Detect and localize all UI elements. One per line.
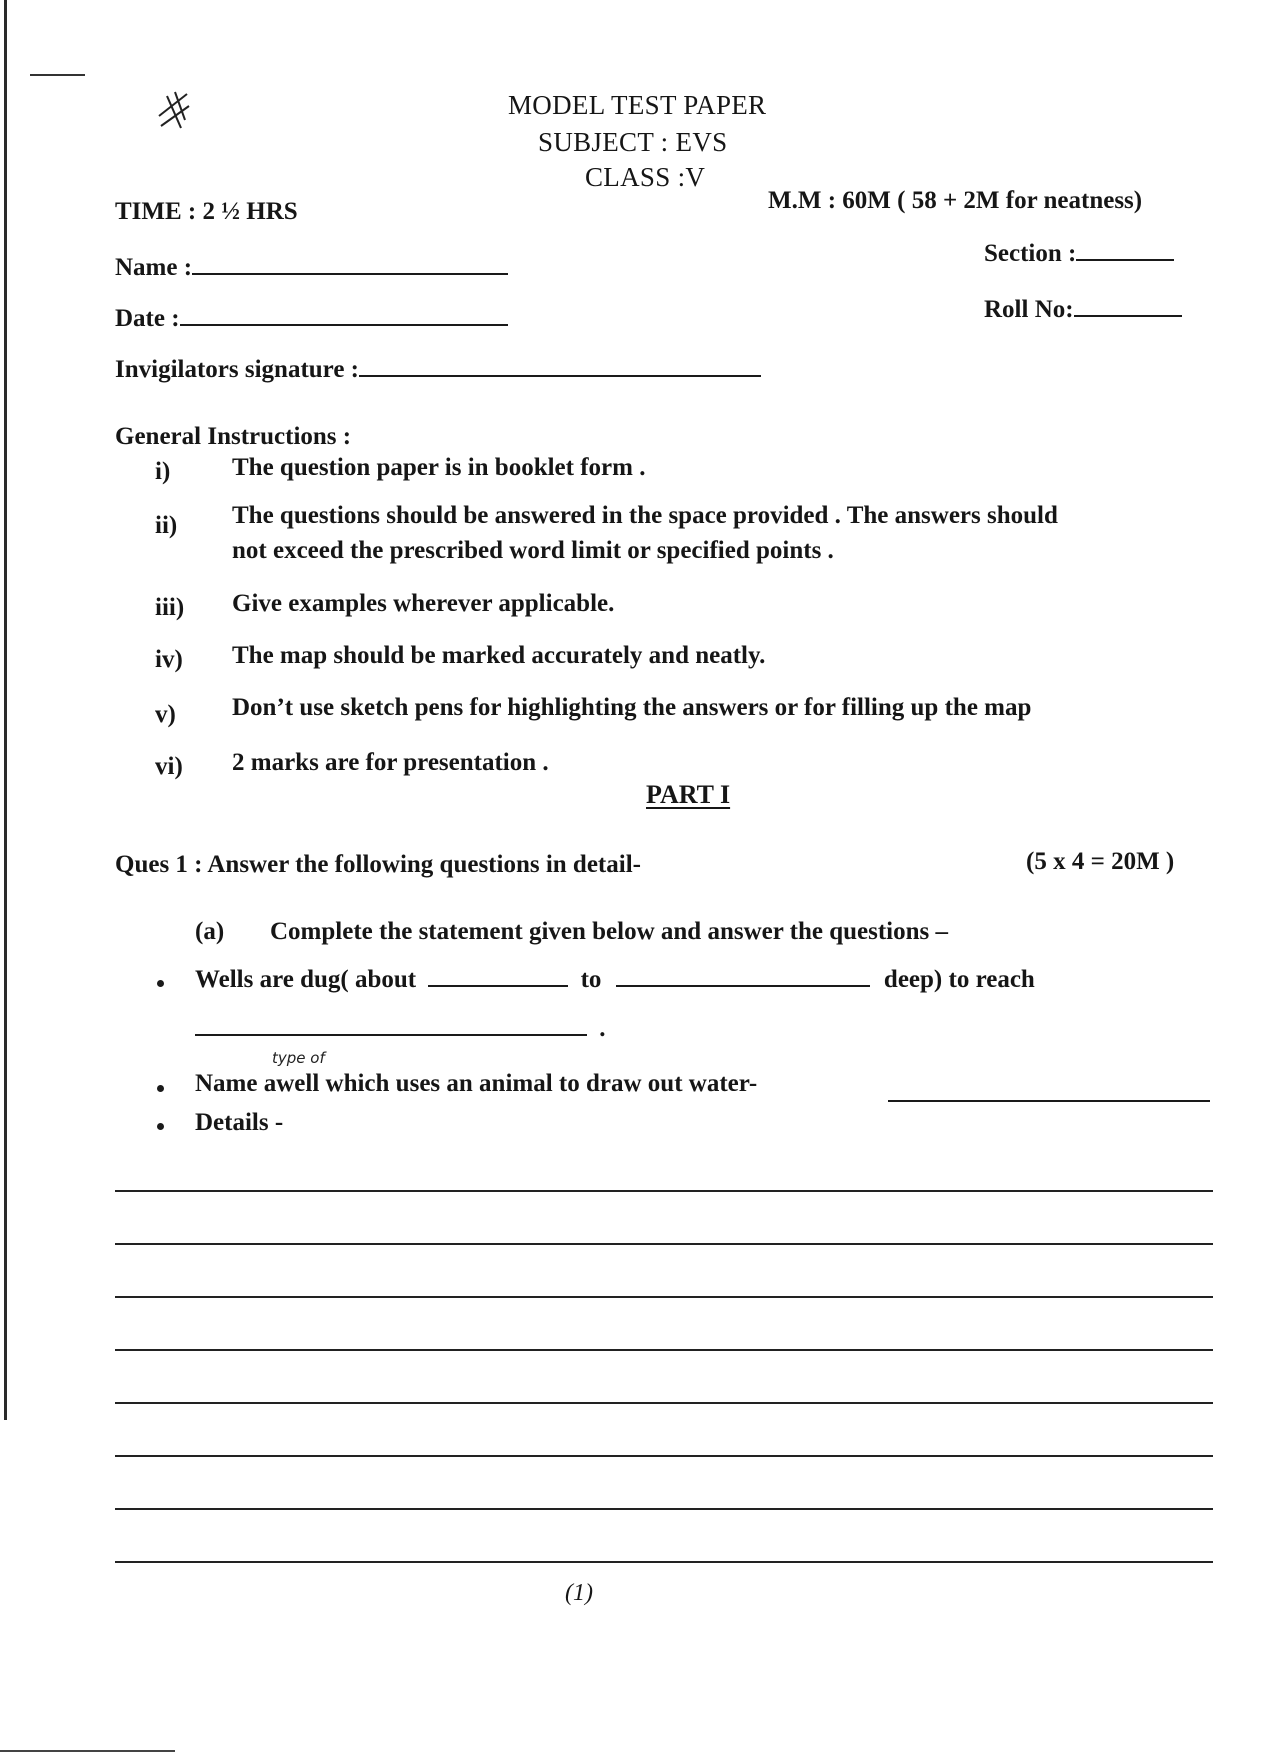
answer-line[interactable] [115,1349,1213,1351]
animal-well-blank[interactable] [888,1100,1210,1102]
roll-label: Roll No: [984,296,1074,323]
section-blank[interactable] [1076,258,1174,261]
instruction-number: iii) [155,594,185,621]
invigilator-blank[interactable] [359,374,761,377]
instruction-text: Don’t use sketch pens for highlighting the answers or for filling up the map [232,694,1032,721]
wells-end: . [599,1015,606,1042]
sub-question-a-text: Complete the statement given below and answer the questions – [270,918,948,945]
wells-text-3: deep) to reach [883,966,1035,993]
instruction-number: ii) [155,512,178,539]
instruction-number: iv) [155,646,183,673]
roll-blank[interactable] [1074,314,1182,317]
instruction-text: not exceed the prescribed word limit or specified points . [232,537,834,564]
invigilator-label: Invigilators signature : [115,356,359,383]
max-marks: M.M : 60M ( 58 + 2M for neatness) [768,187,1143,214]
page-number: (1) [565,1580,593,1606]
roll-field[interactable] [984,296,1182,324]
animal-well-text-1: Name a [195,1070,277,1097]
date-label: Date : [115,305,180,332]
name-blank[interactable] [192,272,508,275]
answer-line[interactable] [115,1455,1213,1457]
answer-line[interactable] [115,1561,1213,1563]
instruction-text: Give examples wherever applicable. [232,590,615,617]
answer-line[interactable] [115,1296,1213,1298]
paper-subject: SUBJECT : EVS [538,127,728,157]
date-field[interactable] [115,305,508,333]
question-1-label: Ques 1 : Answer the following questions in detail- [115,851,641,878]
instructions-title: General Instructions : [115,423,352,450]
wells-text-1: Wells are dug( about [195,966,417,993]
wells-blank-1[interactable] [428,984,568,987]
paper-title: MODEL TEST PAPER [508,90,767,120]
scan-corner-mark-bottom [0,1750,175,1752]
sub-question-a-label: (a) [195,918,225,945]
part-title: PART I [646,780,731,809]
invigilator-field[interactable] [115,356,761,384]
details-label: Details - [195,1109,284,1136]
answer-line[interactable] [115,1190,1213,1192]
answer-line[interactable] [115,1402,1213,1404]
instruction-text: 2 marks are for presentation . [232,749,549,776]
bullet [157,1123,164,1130]
instruction-number: v) [155,701,176,728]
section-field[interactable] [984,240,1174,268]
animal-well-question [195,1070,757,1098]
animal-well-text-2: well which uses an animal to draw out water- [276,1070,758,1097]
scan-corner-mark [30,74,85,76]
answer-line[interactable] [115,1243,1213,1245]
paper-class: CLASS :V [585,162,706,192]
time-allowed: TIME : 2 ½ HRS [115,198,298,225]
wells-text-2: to [580,966,602,993]
wells-blank-3[interactable] [195,1033,587,1036]
scan-left-edge [4,0,7,1420]
handwritten-insertion: type of [272,1049,325,1067]
answer-line[interactable] [115,1508,1213,1510]
instruction-number: vi) [155,753,183,780]
instruction-number: i) [155,458,171,485]
instruction-text: The question paper is in booklet form . [232,454,646,481]
section-label: Section : [984,240,1077,267]
handwritten-roman-mark [155,86,191,136]
bullet [157,1085,164,1092]
name-label: Name : [115,254,193,281]
instruction-text: The map should be marked accurately and neatly. [232,642,766,669]
bullet [157,980,164,987]
date-blank[interactable] [180,323,508,326]
instruction-text: The questions should be answered in the space provided . The answers should [232,502,1058,529]
question-1-marks: (5 x 4 = 20M ) [1026,848,1175,875]
wells-statement [195,966,1035,994]
wells-continuation [195,1015,606,1043]
name-field[interactable] [115,254,508,282]
wells-blank-2[interactable] [616,984,870,987]
